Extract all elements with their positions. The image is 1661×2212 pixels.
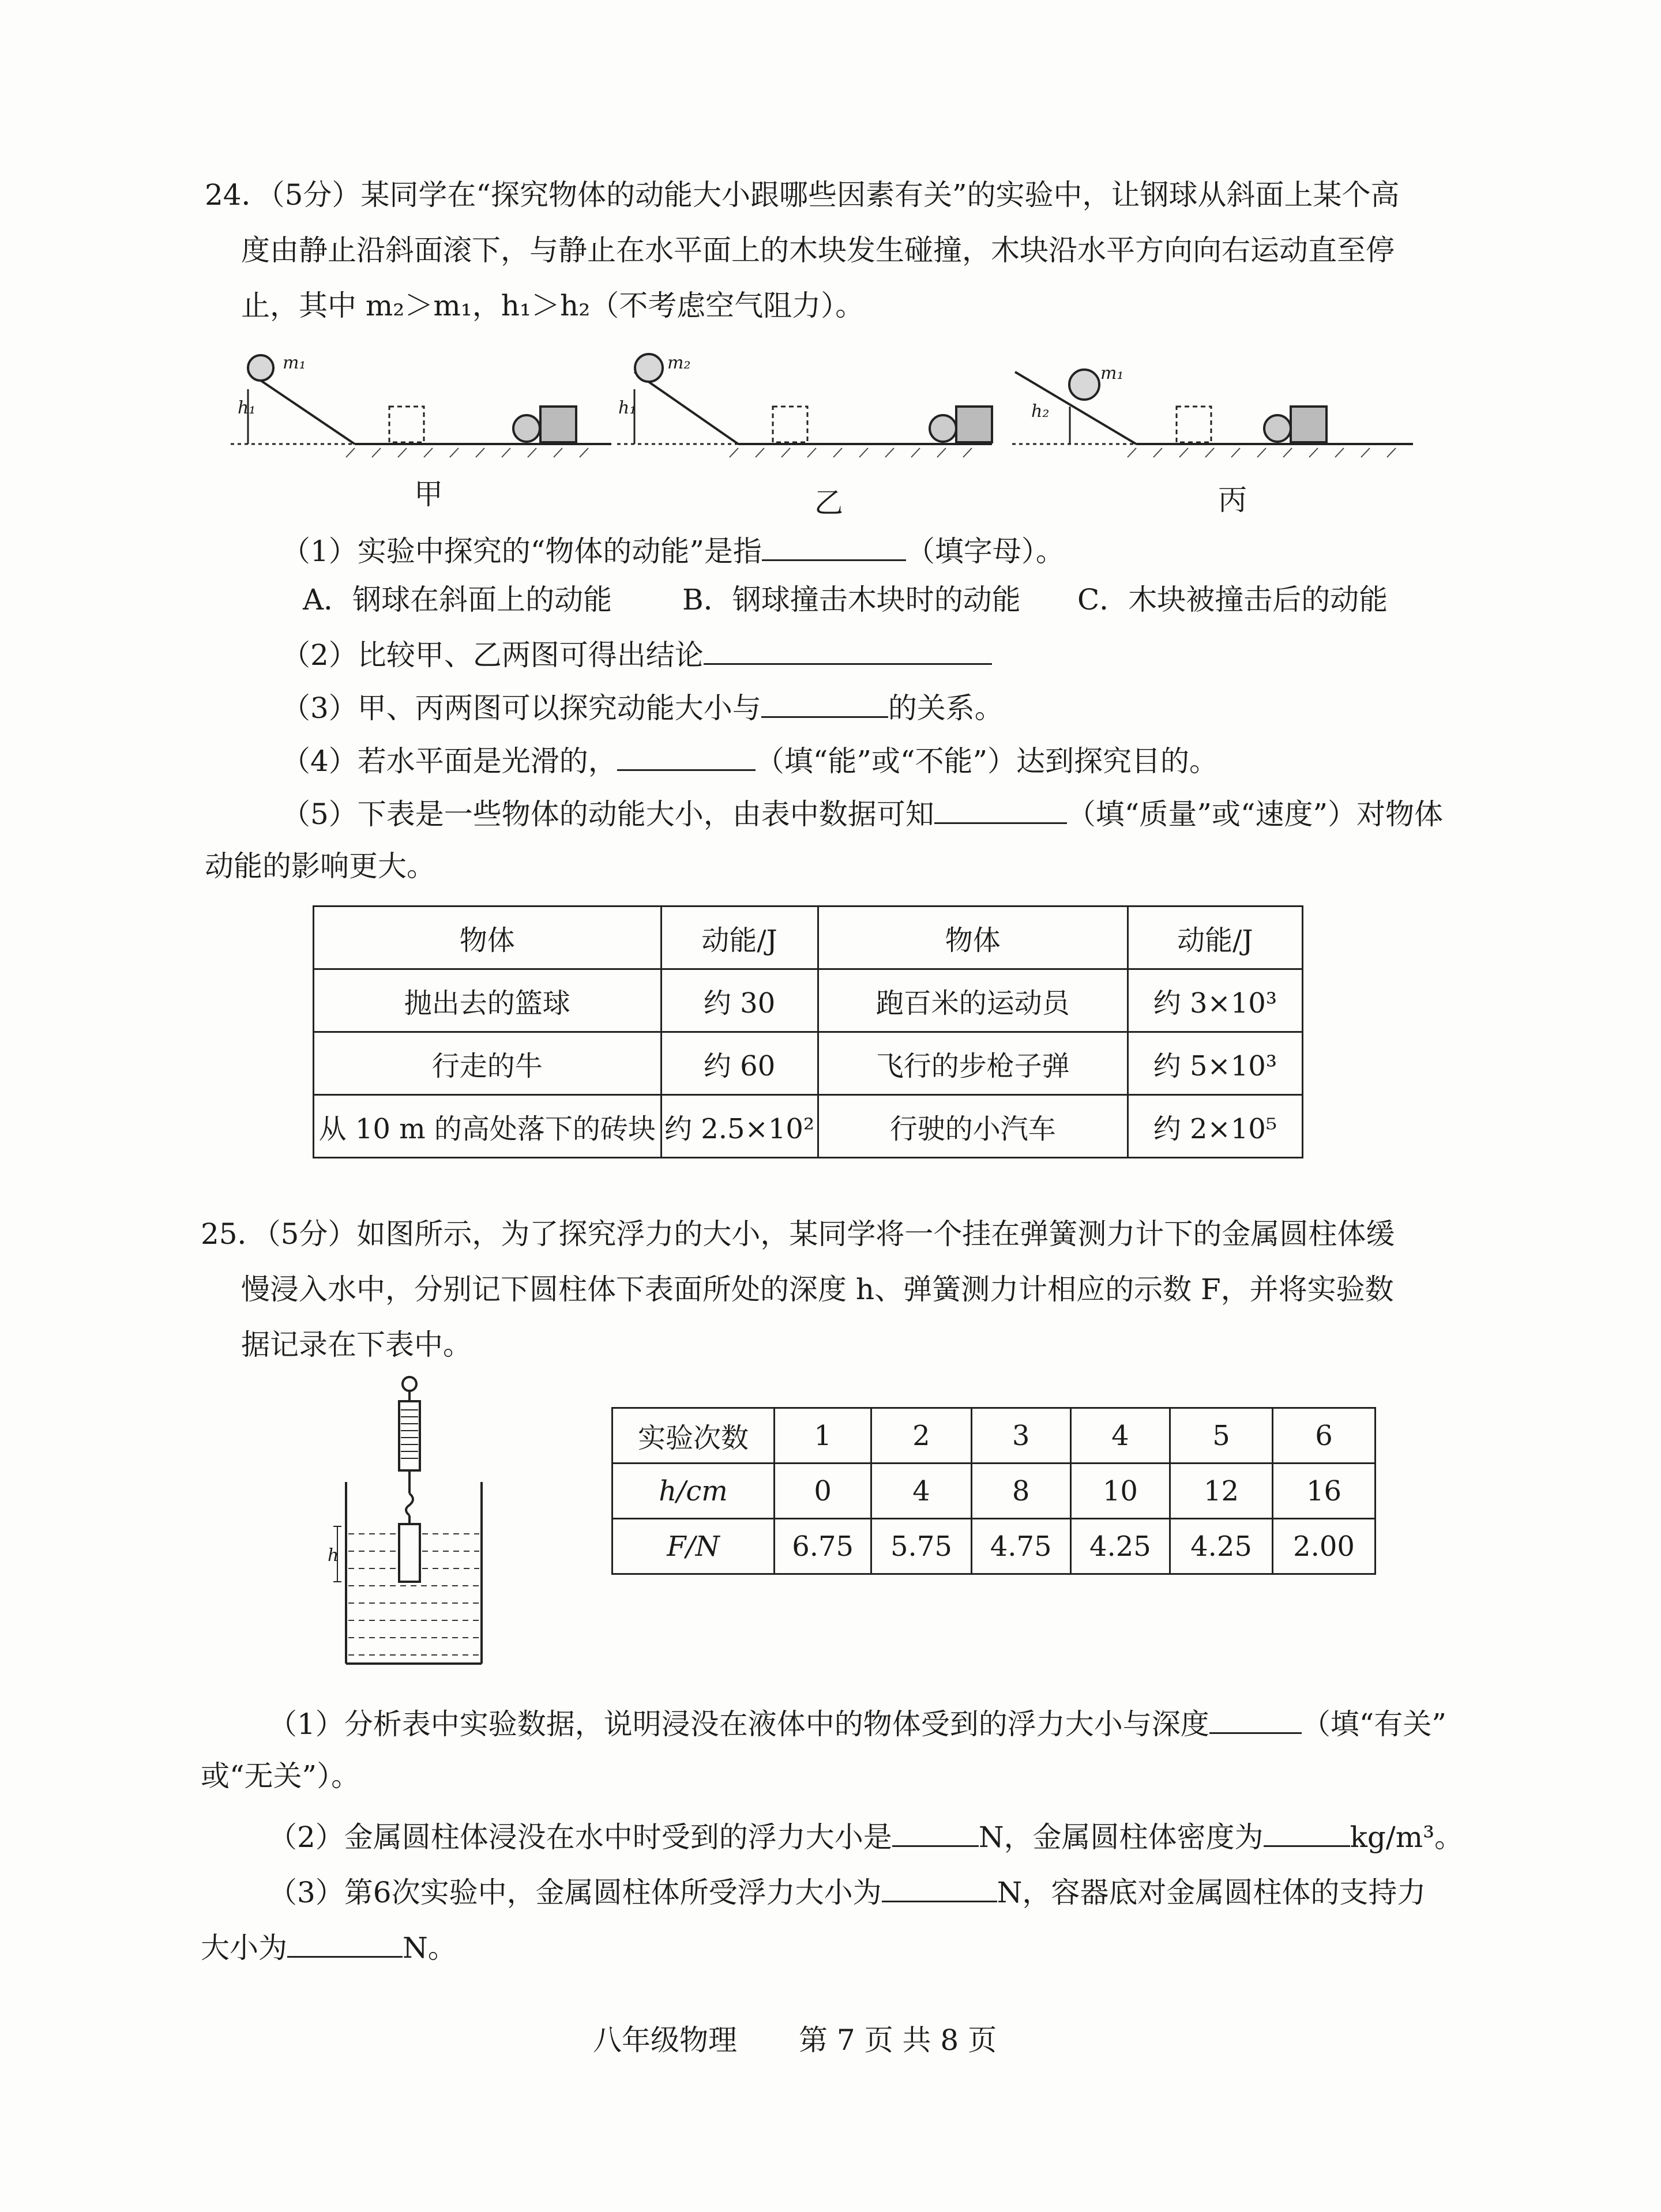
h-value: 10 [1070, 1464, 1170, 1519]
table-row [612, 1464, 1376, 1519]
h-value: 12 [1170, 1464, 1273, 1519]
trial-number: 5 [1170, 1408, 1273, 1464]
q25-line-2: 慢浸入水中，分别记下圆柱体下表面所处的深度 h、弹簧测力计相应的示数 F，并将实验数 [241, 1273, 1394, 1306]
table-cell: 从 10 m 的高处落下的砖块 [314, 1095, 662, 1158]
f-value: 4.75 [971, 1519, 1070, 1574]
q24-sub4: （4）若水平面是光滑的， （填“能”或“不能”）达到探究目的。 [281, 739, 1218, 780]
q24-sub5: （5）下表是一些物体的动能大小，由表中数据可知 （填“质量”或“速度”）对物体 [281, 792, 1443, 833]
table-row [314, 969, 1303, 1032]
q24-line-1: 24．（5分）某同学在“探究物体的动能大小跟哪些因素有关”的实验中，让钢球从斜面上某个高 [205, 178, 1400, 212]
fig1-label: 甲 [414, 477, 443, 511]
q24-line-3: 止，其中 m₂＞m₁，h₁＞h₂（不考虑空气阻力）。 [241, 289, 865, 322]
h-value: 8 [971, 1464, 1070, 1519]
fig2-mass-label: m₂ [667, 353, 691, 373]
table-cell: 行走的牛 [314, 1032, 662, 1095]
fig2-height-label: h₁ [618, 398, 637, 418]
trial-number: 2 [871, 1408, 971, 1464]
f-value: 4.25 [1170, 1519, 1273, 1574]
table-row [314, 1095, 1303, 1158]
q25-sub1: （1）分析表中实验数据，说明浸没在液体中的物体受到的浮力大小与深度 （填“有关” [268, 1702, 1446, 1743]
table-row [314, 1032, 1303, 1095]
q25-sub3-cont: 大小为 N。 [201, 1926, 457, 1966]
f-value: 6.75 [774, 1519, 871, 1574]
q25-sub2: （2）金属圆柱体浸没在水中时受到的浮力大小是 N，金属圆柱体密度为 kg/m³。 [268, 1815, 1463, 1856]
q25-sub3-blank-1[interactable] [882, 1871, 997, 1902]
q25-line-1: 25．（5分）如图所示，为了探究浮力的大小，某同学将一个挂在弹簧测力计下的金属圆柱体缓 [201, 1217, 1395, 1251]
table-cell: 抛出去的篮球 [314, 969, 662, 1032]
table-header: 物体 [818, 906, 1128, 969]
trial-number: 1 [774, 1408, 871, 1464]
q24-sub3: （3）甲、丙两图可以探究动能大小与 的关系。 [281, 686, 1004, 727]
q25-sub3-blank-2[interactable] [287, 1926, 403, 1958]
fig3-mass-label: m₁ [1100, 363, 1124, 383]
kinetic-energy-table [313, 905, 1303, 1158]
table-cell: 约 60 [661, 1032, 818, 1095]
table-cell: 约 30 [661, 969, 818, 1032]
spring-scale-figure [323, 1375, 496, 1675]
trial-number: 4 [1070, 1408, 1170, 1464]
q24-option-b: B．钢球撞击木块时的动能 [682, 583, 1021, 616]
f-value: 5.75 [871, 1519, 971, 1574]
footer-page: 第 7 页 共 8 页 [799, 2023, 997, 2057]
q24-sub2: （2）比较甲、乙两图可得出结论 [281, 633, 992, 674]
buoyancy-table [611, 1407, 1376, 1575]
row-label: h/cm [612, 1464, 775, 1519]
table-cell: 约 2.5×10² [661, 1095, 818, 1158]
q24-sub1-blank[interactable] [762, 529, 906, 561]
table-cell: 跑百米的运动员 [818, 969, 1128, 1032]
q24-sub4-blank[interactable] [617, 739, 756, 771]
table-cell: 飞行的步枪子弹 [818, 1032, 1128, 1095]
q25-sub3: （3）第6次实验中，金属圆柱体所受浮力大小为 N，容器底对金属圆柱体的支持力 [268, 1871, 1426, 1911]
table-cell: 约 5×10³ [1128, 1032, 1302, 1095]
q24-sub5-cont: 动能的影响更大。 [205, 849, 435, 883]
trial-number: 3 [971, 1408, 1070, 1464]
q24-sub5-blank[interactable] [934, 792, 1067, 824]
h-value: 4 [871, 1464, 971, 1519]
q24-sub2-blank[interactable] [704, 633, 992, 665]
q24-figures [231, 349, 1430, 464]
q25-sub2-blank-2[interactable] [1264, 1815, 1350, 1847]
q25-line-3: 据记录在下表中。 [241, 1328, 472, 1361]
table-cell: 约 2×10⁵ [1128, 1095, 1302, 1158]
row-label: 实验次数 [612, 1408, 775, 1464]
f-value: 2.00 [1272, 1519, 1375, 1574]
f-value: 4.25 [1070, 1519, 1170, 1574]
fig3-height-label: h₂ [1031, 401, 1050, 422]
fig1-height-label: h₁ [238, 398, 256, 418]
q24-sub3-blank[interactable] [761, 686, 888, 718]
fig3-label: 丙 [1218, 483, 1247, 517]
h-value: 16 [1272, 1464, 1375, 1519]
table-row [612, 1519, 1376, 1574]
q24-line-2: 度由静止沿斜面滚下，与静止在水平面上的木块发生碰撞，木块沿水平方向向右运动直至停 [241, 234, 1395, 267]
q24-sub1: （1）实验中探究的“物体的动能”是指 （填字母）。 [281, 529, 1065, 570]
table-header: 物体 [314, 906, 662, 969]
table-row [612, 1408, 1376, 1464]
table-cell: 行驶的小汽车 [818, 1095, 1128, 1158]
trial-number: 6 [1272, 1408, 1375, 1464]
fig-depth-h-label: h [328, 1545, 339, 1566]
fig1-mass-label: m₁ [283, 353, 306, 373]
q25-sub1-blank[interactable] [1209, 1702, 1302, 1734]
row-label: F/N [612, 1519, 775, 1574]
q24-option-c: C．木块被撞击后的动能 [1077, 583, 1388, 616]
q25-sub2-blank-1[interactable] [892, 1815, 979, 1847]
table-header: 动能/J [1128, 906, 1302, 969]
q24-option-a: A．钢球在斜面上的动能 [303, 583, 612, 616]
q25-sub1-cont: 或“无关”）。 [201, 1759, 360, 1793]
table-header: 动能/J [661, 906, 818, 969]
footer-subject: 八年级物理 [593, 2023, 737, 2057]
h-value: 0 [774, 1464, 871, 1519]
table-cell: 约 3×10³ [1128, 969, 1302, 1032]
table-header-row [314, 906, 1303, 969]
fig2-label: 乙 [814, 486, 843, 520]
